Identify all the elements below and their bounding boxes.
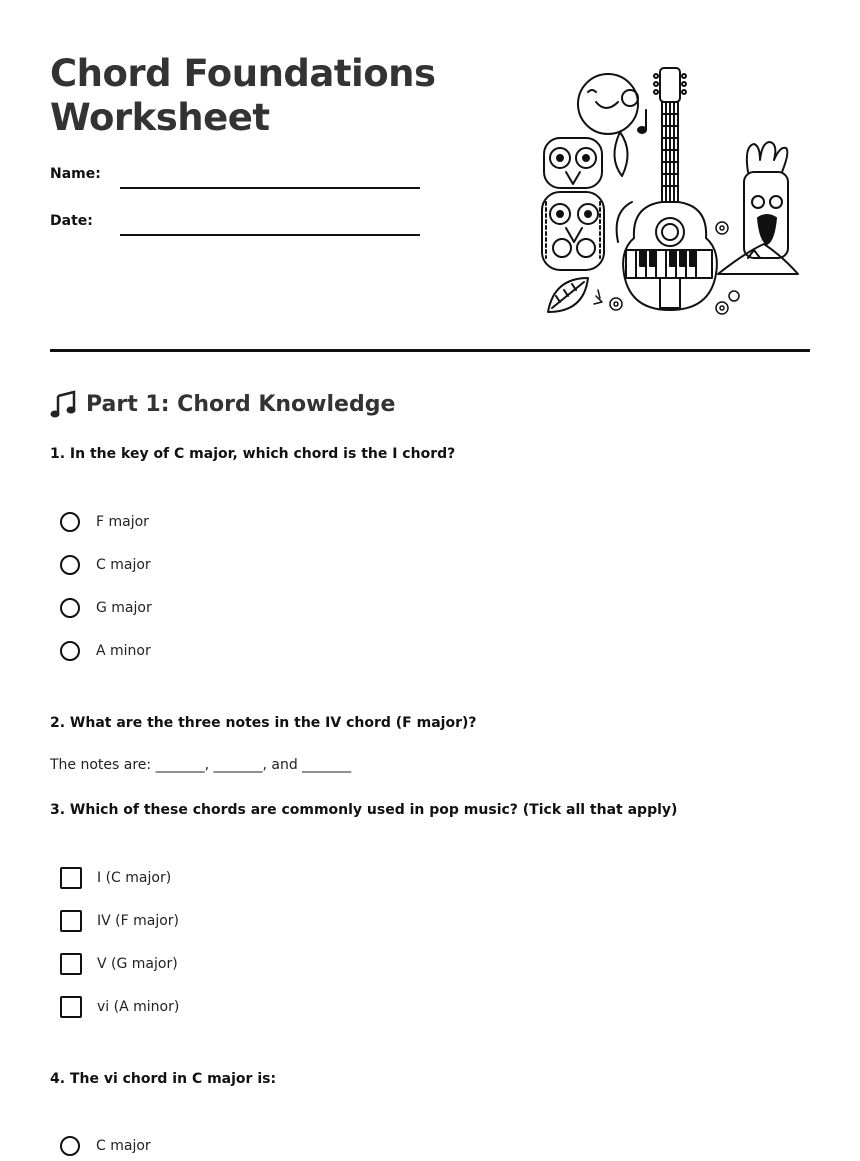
option-label: V (G major) [97,956,178,972]
checkbox[interactable] [60,953,82,975]
option-label: I (C major) [97,870,172,886]
q3-option-2[interactable] [60,908,179,934]
q3-option-4[interactable] [60,994,179,1020]
music-note-icon [638,110,646,133]
question-2: 2. What are the three notes in the IV chord (F major)? [50,715,477,731]
moon-swirl-icon [578,74,638,134]
option-label: C major [96,557,151,573]
q3-option-3[interactable] [60,951,178,977]
date-label: Date: [50,213,93,229]
radio-button[interactable] [60,641,80,661]
option-label: F major [96,514,149,530]
date-field[interactable] [120,234,420,236]
q2-answer-line[interactable]: The notes are: _______, _______, and _______ [50,757,352,773]
radio-button[interactable] [60,598,80,618]
worksheet-title: Chord Foundations Worksheet [50,52,436,139]
name-field[interactable] [120,187,420,189]
checkbox[interactable] [60,910,82,932]
q1-option-2[interactable] [60,552,151,578]
radio-button[interactable] [60,1136,80,1156]
name-label: Name: [50,166,101,182]
feather-icon [614,132,627,176]
option-label: vi (A minor) [97,999,180,1015]
q1-option-4[interactable] [60,638,151,664]
music-note-icon [50,390,76,418]
question-3: 3. Which of these chords are commonly used in pop music? (Tick all that apply) [50,802,678,818]
checkbox[interactable] [60,996,82,1018]
part1-heading [50,388,395,420]
tiki-mask-icon [744,142,788,258]
q1-option-1[interactable] [60,509,149,535]
option-label: A minor [96,643,151,659]
option-label: IV (F major) [97,913,180,929]
part1-title: Part 1: Chord Knowledge [86,391,396,417]
radio-button[interactable] [60,555,80,575]
music-doodle-illustration [536,62,802,318]
owl-totem-icon [542,138,604,270]
option-label: C major [96,1138,151,1154]
header-divider [50,349,810,352]
option-label: G major [96,600,152,616]
q4-option-1[interactable] [60,1133,151,1159]
q1-option-3[interactable] [60,595,152,621]
checkbox[interactable] [60,867,82,889]
question-1: 1. In the key of C major, which chord is the I chord? [50,446,456,462]
q3-option-1[interactable] [60,865,171,891]
radio-button[interactable] [60,512,80,532]
question-4: 4. The vi chord in C major is: [50,1071,277,1087]
leaf-icon [548,278,588,312]
palm-leaf-icon [617,202,632,242]
